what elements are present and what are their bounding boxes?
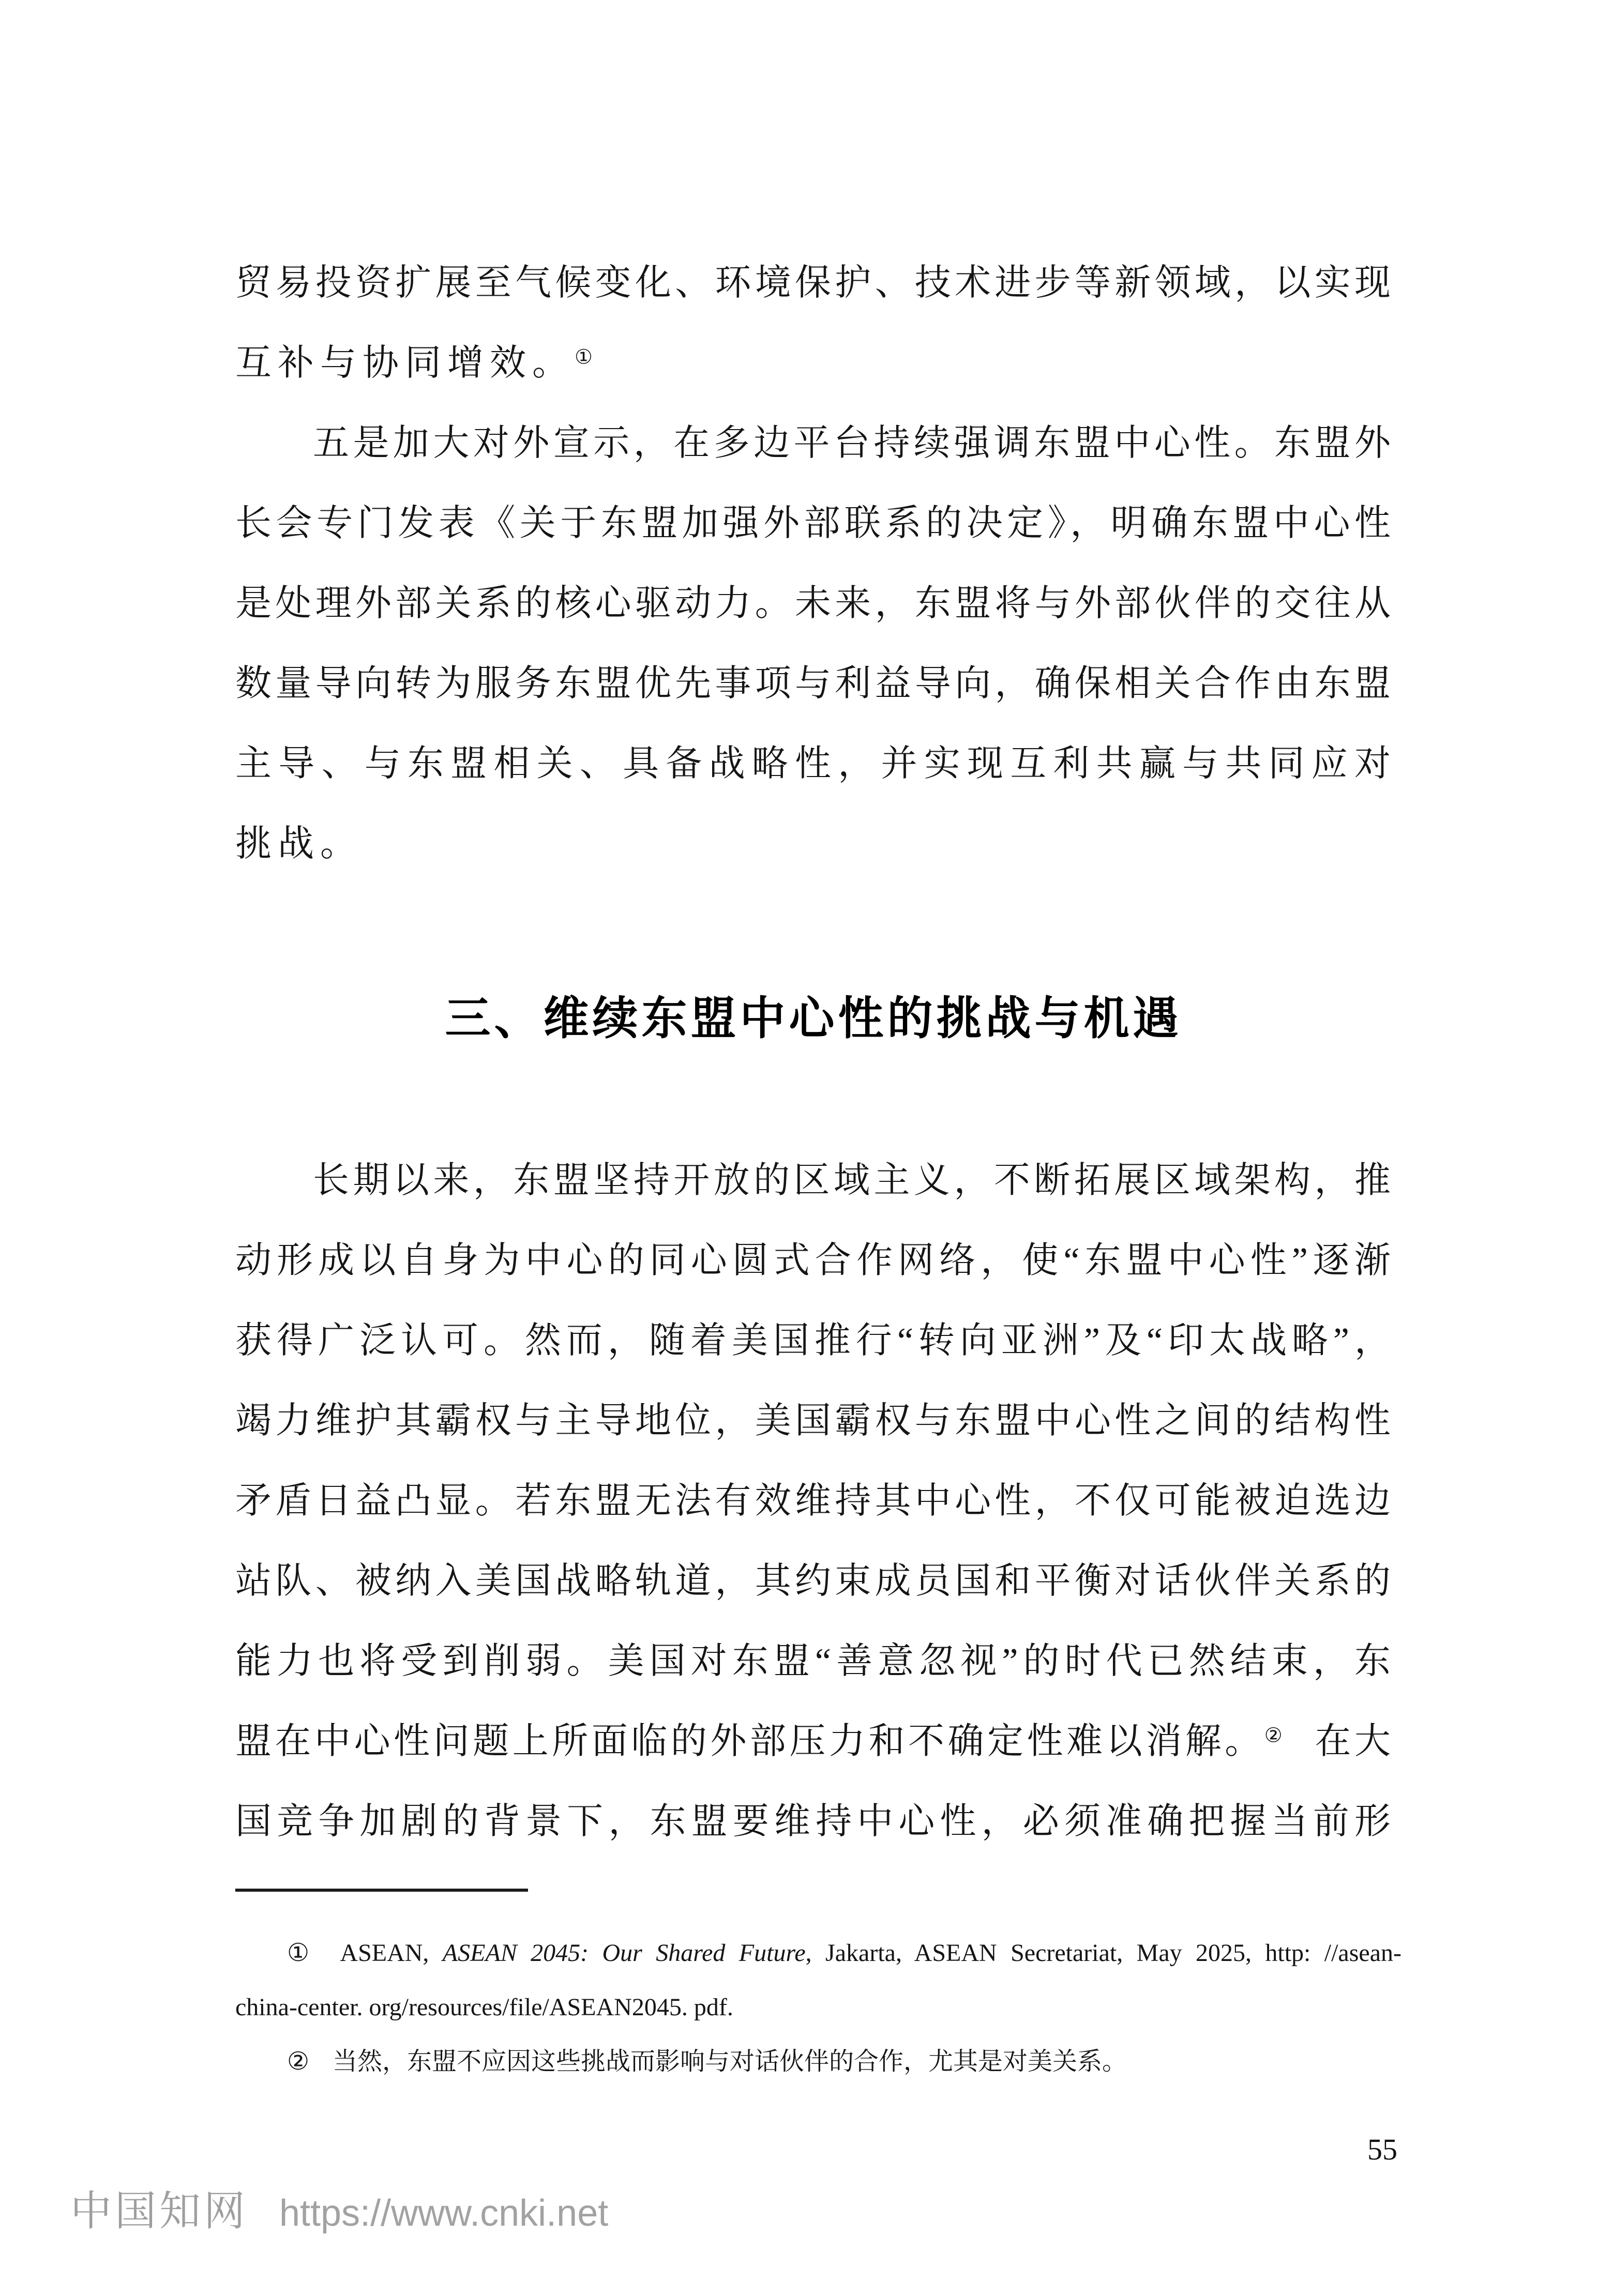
body-line: 获得广泛认可。然而，随着美国推行“转向亚洲”及“印太战略”，: [235, 1321, 1392, 1361]
body-text-block-lower: [235, 1141, 1392, 1862]
body-line: 长会专门发表《关于东盟加强外部联系的决定》，明确东盟中心性: [235, 504, 1392, 543]
body-line: 矛盾日益凸显。若东盟无法有效维持其中心性，不仅可能被迫选边: [235, 1481, 1392, 1521]
body-line: 动形成以自身为中心的同心圆式合作网络，使“东盟中心性”逐渐: [235, 1241, 1392, 1281]
section-heading: 三、维续东盟中心性的挑战与机遇: [445, 993, 1182, 1044]
footnote-ref-2: ②: [1264, 1724, 1285, 1747]
footnote-2: [235, 2034, 1401, 2089]
body-line: 竭力维护其霸权与主导地位，美国霸权与东盟中心性之间的结构性: [235, 1401, 1392, 1441]
body-line: 长期以来，东盟坚持开放的区域主义，不断拓展区域架构，推: [313, 1161, 1392, 1200]
body-line: 五是加大对外宣示，在多边平台持续强调东盟中心性。东盟外: [313, 423, 1392, 463]
body-line: 数量导向转为服务东盟优先事项与利益导向，确保相关合作由东盟: [235, 664, 1392, 704]
body-line-text: 互补与协同增效。: [235, 343, 575, 383]
body-line: [235, 323, 1392, 403]
body-line: [235, 1701, 1392, 1782]
footnote-rule: [235, 1889, 528, 1892]
footnote-1-text: ASEAN,: [340, 1939, 443, 1967]
body-line: 能力也将受到削弱。美国对东盟“善意忽视”的时代已然结束，东: [235, 1641, 1392, 1681]
body-line: 国竞争加剧的背景下，东盟要维持中心性，必须准确把握当前形: [235, 1802, 1392, 1842]
body-line-text: 在大: [1315, 1722, 1392, 1761]
page-number: 55: [1367, 2133, 1397, 2166]
footnote-1-number: ①: [287, 1939, 317, 1967]
body-line: 挑战。: [235, 824, 363, 864]
footnote-ref-1: ①: [575, 346, 593, 369]
footnote-1-line-1: [235, 1926, 1401, 1980]
cnki-watermark-url: https://www.cnki.net: [279, 2193, 609, 2234]
body-text-block-upper: [235, 243, 1392, 884]
body-line: 贸易投资扩展至气候变化、环境保护、技术进步等新领域，以实现: [235, 263, 1392, 303]
footnote-1-text: , Jakarta, ASEAN Secretariat, May 2025, http: //asean-: [805, 1939, 1401, 1967]
body-line: 站队、被纳入美国战略轨道，其约束成员国和平衡对话伙伴关系的: [235, 1561, 1392, 1601]
footnote-1-line-2: china-center. org/resources/file/ASEAN2045. pdf.: [235, 1994, 733, 2021]
body-line: 主导、与东盟相关、具备战略性，并实现互利共赢与共同应对: [235, 744, 1392, 784]
body-line-text: 盟在中心性问题上所面临的外部压力和不确定性难以消解。: [235, 1722, 1264, 1761]
footnote-2-text: 当然，东盟不应因这些挑战而影响与对话伙伴的合作，尤其是对美关系。: [333, 2048, 1127, 2075]
cnki-watermark-logo: 中国知网: [70, 2188, 248, 2234]
body-line: 是处理外部关系的核心驱动力。未来，东盟将与外部伙伴的交往从: [235, 584, 1392, 624]
footnote-1-book-title: ASEAN 2045: Our Shared Future: [442, 1939, 806, 1967]
footnote-2-number: ②: [287, 2048, 310, 2075]
